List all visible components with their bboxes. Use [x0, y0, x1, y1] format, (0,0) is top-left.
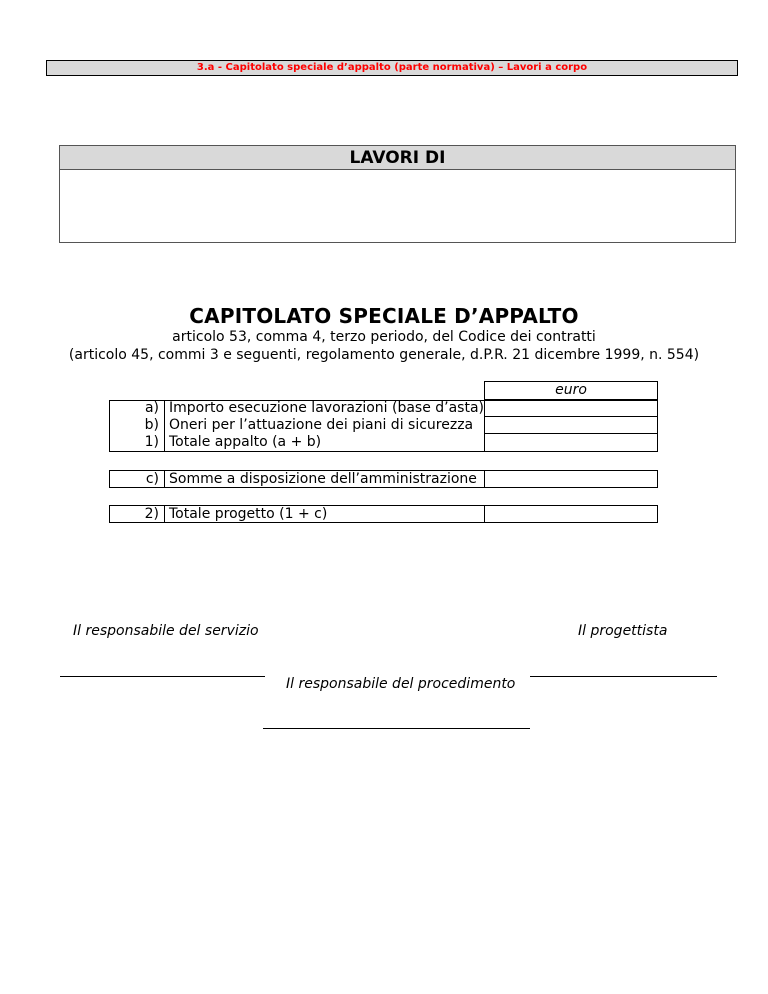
row-label: Totale progetto (1 + c): [169, 506, 328, 522]
amount-value: [488, 417, 654, 434]
designer-label: Il progettista: [578, 623, 668, 639]
works-title-box: [59, 145, 736, 243]
row-key: c): [145, 471, 159, 487]
row-label: Oneri per l’attuazione dei piani di sicurezza: [169, 417, 474, 433]
service-manager-label: Il responsabile del servizio: [73, 623, 259, 639]
amount-value: [488, 400, 654, 417]
designer-signature-line: [530, 676, 717, 677]
document-subtitle-2: (articolo 45, commi 3 e seguenti, regolamento generale, d.P.R. 21 dicembre 1999, n. 554): [68, 347, 700, 363]
works-description-field: [60, 170, 735, 242]
row-label: Importo esecuzione lavorazioni (base d’asta): [169, 400, 485, 416]
row-label: Totale appalto (a + b): [169, 434, 322, 450]
document-title: CAPITOLATO SPECIALE D’APPALTO: [189, 304, 579, 328]
document-subtitle-1: articolo 53, comma 4, terzo periodo, del Codice dei contratti: [172, 329, 596, 345]
service-manager-signature-line: [60, 676, 265, 677]
amount-value: [488, 505, 654, 523]
running-header: [46, 60, 738, 76]
running-header-text: 3.a - Capitolato speciale d’appalto (parte normativa) – Lavori a corpo: [196, 62, 588, 73]
currency-header: euro: [484, 381, 658, 400]
row-key: b): [144, 417, 159, 433]
amount-value: [488, 470, 654, 488]
row-label: Somme a disposizione dell’amministrazione: [169, 471, 477, 487]
row-key: 2): [144, 506, 159, 522]
row-key: a): [144, 400, 159, 416]
row-key: 1): [144, 434, 159, 450]
works-title: LAVORI DI: [60, 146, 735, 170]
amount-value: [488, 434, 654, 451]
procedure-manager-label: Il responsabile del procedimento: [286, 676, 516, 692]
procedure-manager-signature-line: [263, 728, 530, 729]
